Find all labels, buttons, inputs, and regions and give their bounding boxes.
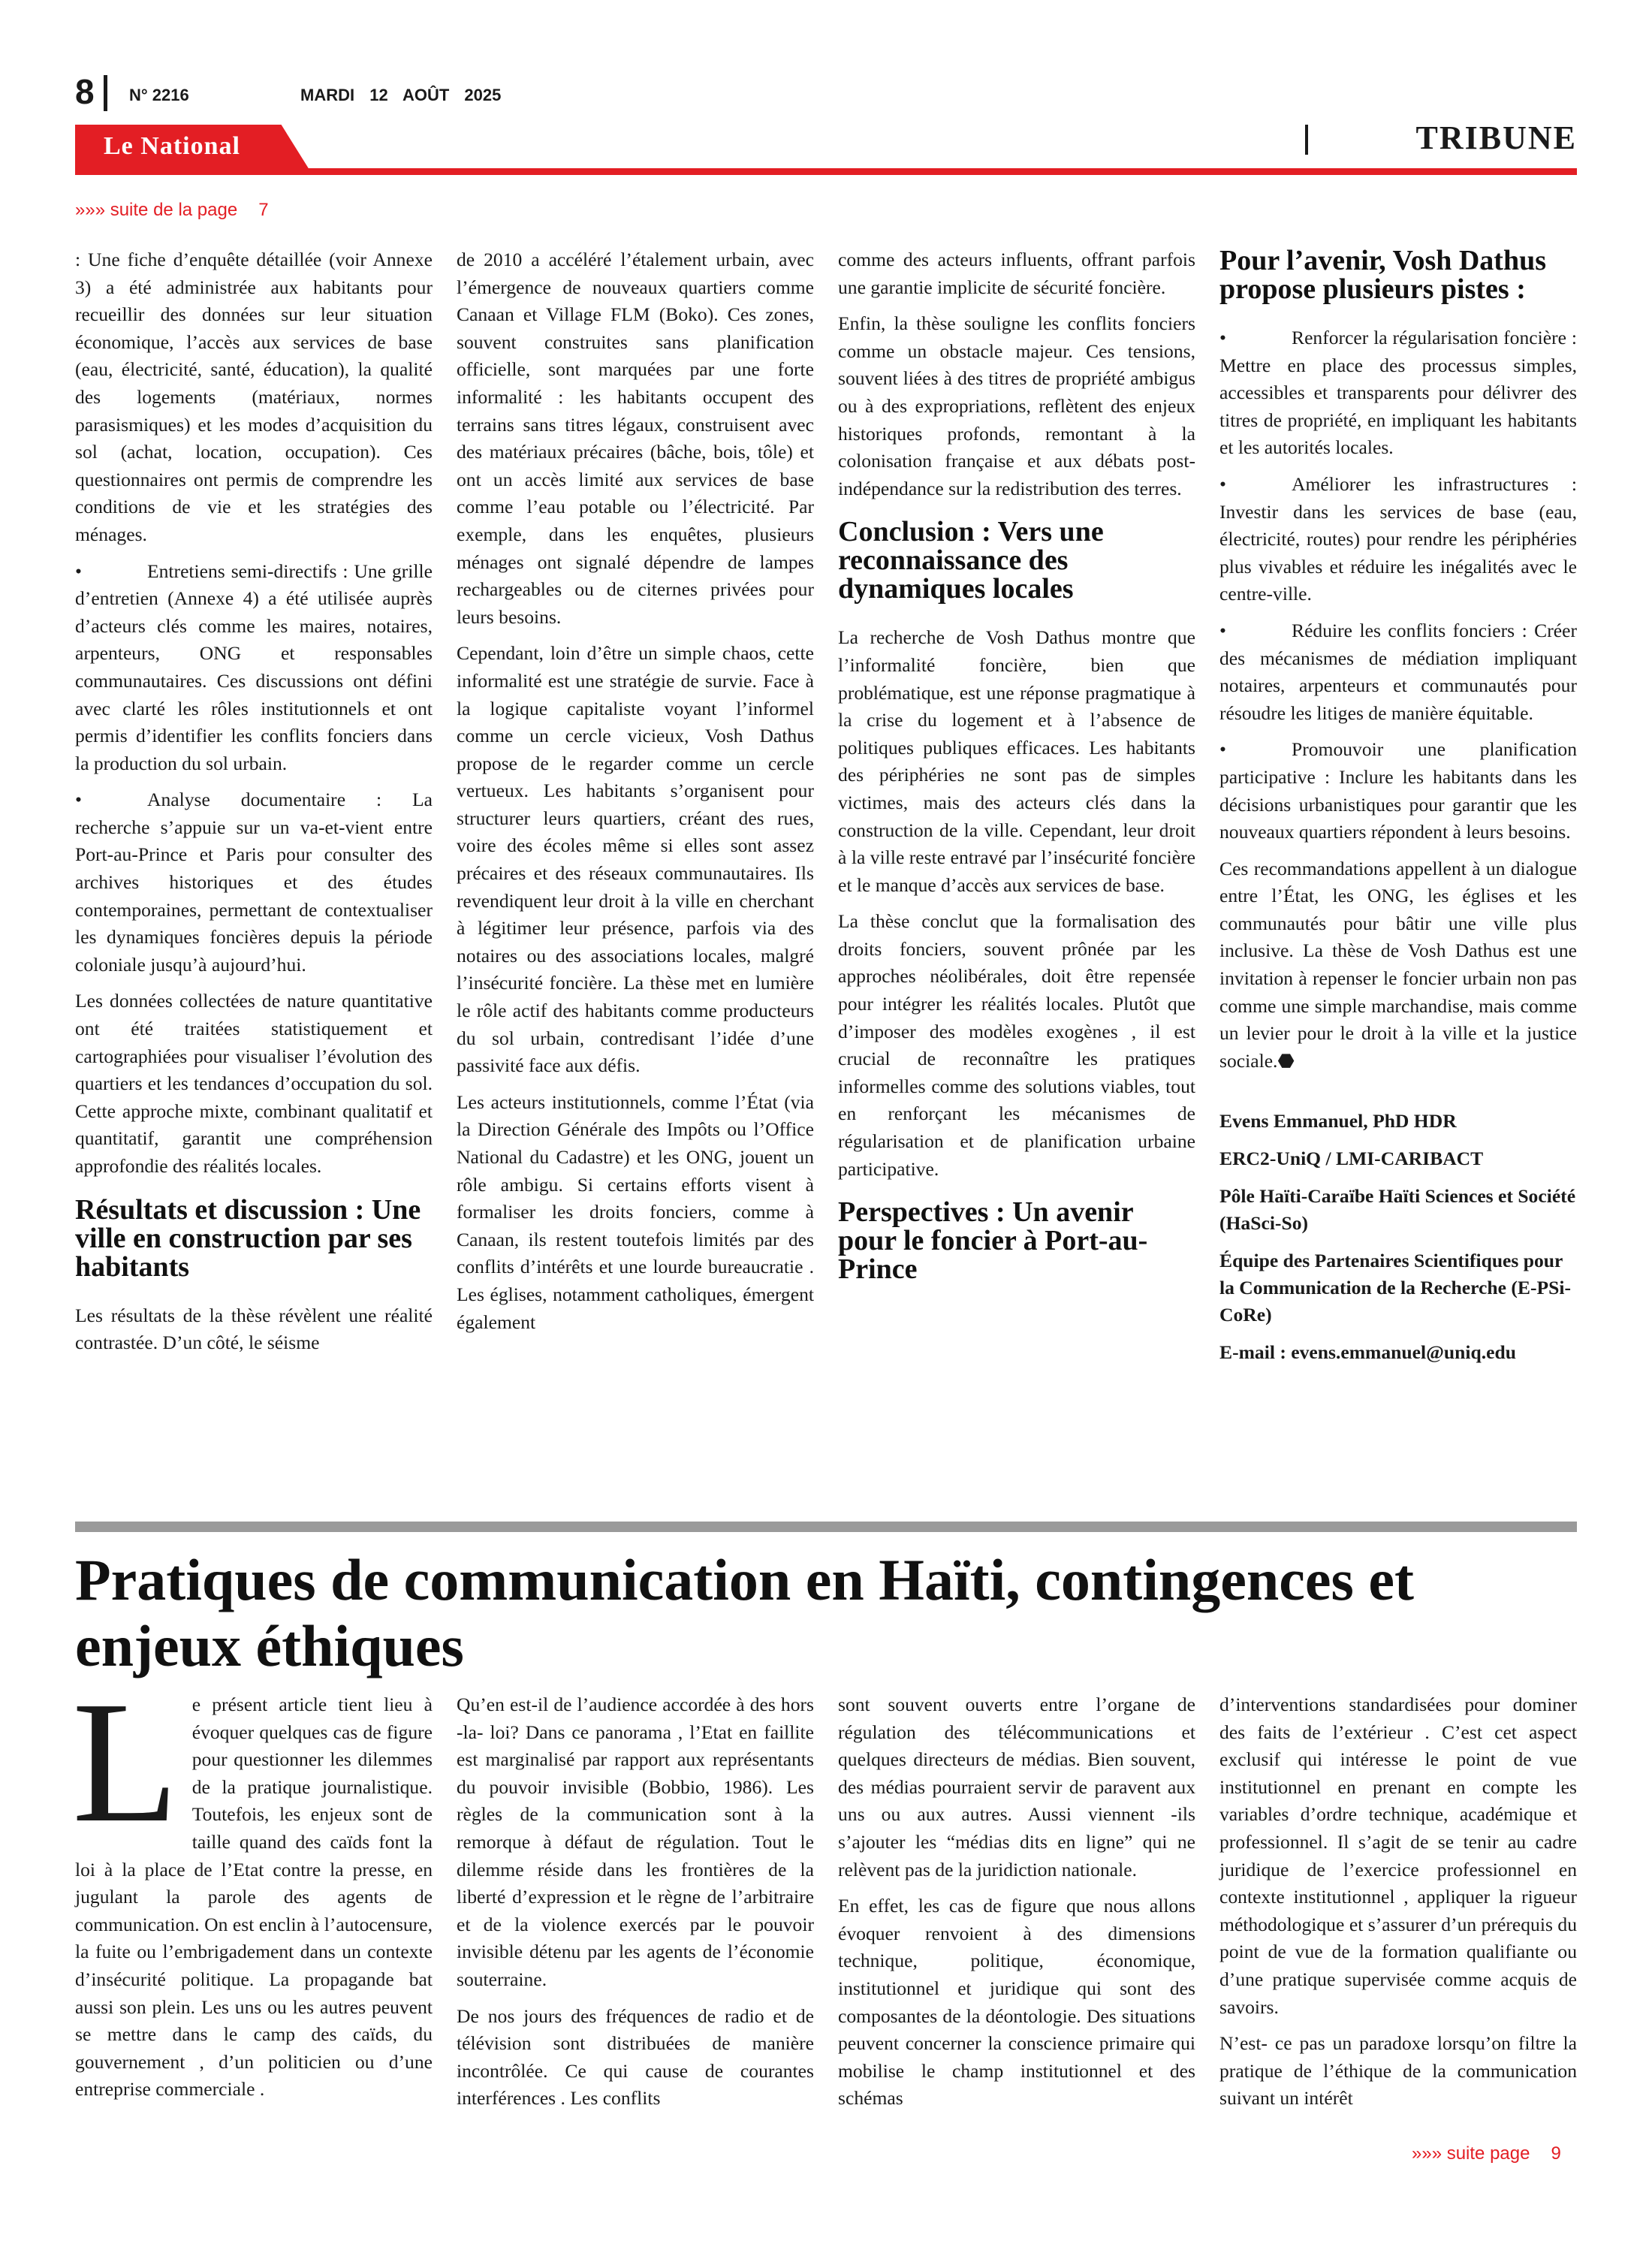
author-name: Evens Emmanuel, PhD HDR [1219,1110,1457,1133]
article2-column-2 [457,1691,814,2122]
continued-from-label: »»» suite de la page [75,200,238,220]
paragraph: Les résultats de la thèse révèlent une réalité contrastée. D’un côté, le séisme [75,1304,433,1354]
bullet-item: • Réduire les conflits fonciers : Créer des mécanismes de médiation impliquant notaires, arpenteurs et communautés pour résoudre les litiges de manière équitable. [1219,619,1577,724]
article1-column-1 [75,246,433,1366]
subheading: Pour l’avenir, Vosh Dathus propose plusieurs pistes : [1219,245,1547,305]
article1-column-3 [838,246,1195,1304]
continued-from-page: 7 [258,200,269,220]
continued-to [1412,2143,1561,2164]
paragraph: Enfin, la thèse souligne les conflits fonciers comme un obstacle majeur. Ces tensions, souvent liées à des titres de propriété ambigus ou à des expropriations, reflètent des enjeux historiques profonds, remontant à la colonisation française et aux débats post-indépendance sur la redistribution des terres. [838,312,1195,499]
paragraph: comme des acteurs influents, offrant parfois une garantie implicite de sécurité foncière. [838,249,1195,298]
paragraph: Les données collectées de nature quantitative ont été traitées statistiquement et cartographiées pour visualiser l’évolution des quartiers et les tendances d’occupation du sol. Cette approche mixte, combinant qualitatif et quantitatif, garantit une compréhension approfondie des réalités locales. [75,990,433,1177]
paragraph: La thèse conclut que la formalisation des droits fonciers, souvent prônée par les approches néolibérales, doit être repensée pour intégrer les réalités locales. Plutôt que d’imposer des modèles exogènes , il est crucial de reconnaître les pratiques informelles comme des solutions viables, tout en renforçant les mécanismes de régularisation et de planification urbaine participative. [838,910,1195,1180]
section-divider [1305,125,1308,155]
drop-cap: L [72,1666,179,1859]
bullet-item: • Entretiens semi-directifs : Une grille d’entretien (Annexe 4) a été utilisée auprès d’acteurs clés comme les maires, notaires, arpenteurs, ONG et responsables communautaires. Ces discussions ont défini avec clarté les rôles institutionnels et ont permis d’identifier les conflits fonciers dans la production du sol urbain. [75,559,433,774]
paragraph: Cependant, loin d’être un simple chaos, cette informalité est une stratégie de survie. Face à la logique capitaliste voyant l’informel comme un cercle vicieux, Vosh Dathus propose de le regarder comme un cercle vertueux. Les habitants s’organisent pour structurer leurs quartiers, créant des rues, voire des écoles même si elles sont assez précaires et des réseaux communautaires. Ils revendiquent leur droit à la ville en cherchant à légitimer leur présence, parfois via des notaires ou des associations locales, malgré l’insécurité foncière. La thèse met en lumière le rôle actif des habitants comme producteurs du sol urbain, contredisant l’idée d’une passivité face aux défis. [457,642,814,1077]
paragraph: d’interventions standardisées pour dominer des faits de l’extérieur . C’est cet aspect exclusif qui intéresse le point de vue institutionnel en prenant en compte les variables d’ordre technique, académique et professionnel. Il s’agit de se tenir au cadre juridique de l’exercice professionnel en contexte institutionnel , appliquer la rigueur méthodologique et s’assurer d’un prérequis du point de vue de la formation qualifiante ou d’une pratique supervisée comme acquis de savoirs. [1219,1694,1577,2018]
author-affiliation: Pôle Haïti-Caraïbe Haïti Sciences et Société (HaSci-So) [1219,1185,1576,1235]
article2-column-4 [1219,1691,1577,2122]
issue-date: MARDI 12 AOÛT 2025 [300,86,502,104]
continued-from [75,200,269,221]
paragraph: Ces recommandations appellent à un dialogue entre l’État, les ONG, les églises et les communautés pour bâtir une ville plus inclusive. La thèse de Vosh Dathus est une invitation à repenser le foncier urbain non pas comme une simple marchandise, mais comme un levier pour le droit à la ville et la justice sociale.⬣ [1219,857,1577,1072]
article2-column-3 [838,1691,1195,2122]
section-title: TRIBUNE [1415,119,1577,156]
author-email: E-mail : evens.emmanuel@uniq.edu [1219,1341,1516,1364]
subheading: Résultats et discussion : Une ville en construction par ses habitants [75,1193,421,1283]
author-affiliation: ERC2-UniQ / LMI-CARIBACT [1219,1148,1484,1170]
paragraph: En effet, les cas de figure que nous allons évoquer renvoient à des dimensions technique, politique, économique, institutionnel et juridique qui sont des composantes de la déontologie. Des situations peuvent concerner la conscience primaire qui mobilise le champ institutionnel et des schémas [838,1895,1195,2110]
subheading: Conclusion : Vers une reconnaissance des dynamiques locales [838,516,1104,605]
paragraph: N’est- ce pas un paradoxe lorsqu’on filtre la pratique de l’éthique de la communication suivant un intérêt [1219,2032,1577,2110]
continued-to-label: »»» suite page [1412,2143,1530,2164]
subheading: Perspectives : Un avenir pour le foncier à Port-au-Prince [838,1196,1148,1286]
bullet-item: • Améliorer les infrastructures : Investir dans les services de base (eau, électricité, routes) pour rendre les périphéries plus vivables et réduire les inégalités avec le centre-ville. [1219,472,1577,605]
continued-to-page: 9 [1551,2143,1561,2164]
paragraph: Qu’en est-il de l’audience accordée à des hors -la- loi? Dans ce panorama , l’Etat en faillite est marginalisé par rapport aux représentants du pouvoir invisible (Bobbio, 1986). Les règles de la communication sont à la remorque à défaut de régulation. Tout le dilemme réside dans les frontières de la liberté d’expression et le règne de l’arbitraire et de la violence exercés par le pouvoir invisible détenu par les agents de l’économie souterraine. [457,1694,814,1990]
brand-logo: Le National [104,132,240,160]
page-number: 8 [75,72,95,111]
paragraph: : Une fiche d’enquête détaillée (voir Annexe 3) a été administrée aux habitants pour recueillir des données sur leur situation économique, l’accès aux services de base (eau, électricité, santé, éducation), la qualité des logements (matériaux, normes parasismiques) et les modes d’acquisition du sol (achat, location, occupation). Ces questionnaires ont permis de comprendre les conditions de vie et les stratégies des ménages. [75,249,433,545]
bullet-item: • Promouvoir une planification participative : Inclure les habitants dans les décisions urbanistiques pour garantir que les nouveaux quartiers répondent à leurs besoins. [1219,738,1577,843]
paragraph: Les acteurs institutionnels, comme l’État (via la Direction Générale des Impôts ou l’Office National du Cadastre) et les ONG, jouent un rôle ambigu. Si certains efforts visent à formaliser les droits fonciers, comme à Canaan, ils restent toutefois limités par des conflits d’intérêts et une lourde bureaucratie . Les églises, notamment catholiques, émergent également [457,1090,814,1333]
paragraph: La recherche de Vosh Dathus montre que l’informalité foncière, bien que problématique, est une réponse pragmatique à la crise du logement et à l’absence de politiques publiques efficaces. Les habitants des périphéries ne sont pas de simples victimes, mais des acteurs clés dans la construction de la ville. Cependant, leur droit à la ville reste entravé par l’insécurité foncière et le manque d’accès aux services de base. [838,626,1195,896]
paragraph: Le présent article tient lieu à évoquer quelques cas de figure pour questionner les dilemmes de la pratique journalistique. Toutefois, les enjeux sont de taille quand des caïds font la loi à la place de l’Etat contre la presse, en jugulant la parole des agents de communication. On est enclin à l’autocensure, la fuite ou l’embrigadement dans un contexte d’insécurité politique. La propagande bat aussi son plein. Les uns ou les autres peuvent se mettre dans le camp des caïds, du gouvernement , d’un politicien ou d’une entreprise commerciale . [72,1666,433,2101]
page-number-divider [104,75,107,111]
issue-number: N° 2216 [129,86,189,104]
article-title: Pratiques de communication en Haïti, contingences et enjeux éthiques [75,1547,1414,1678]
bullet-item: • Renforcer la régularisation foncière : Mettre en place des processus simples, accessibles et transparents pour délivrer des titres de propriété, en impliquant les habitants et les autorités locales. [1219,327,1577,459]
article-divider [75,1522,1577,1532]
article1-column-4 [1219,246,1577,1377]
end-mark-icon: ⬣ [1277,1049,1295,1072]
paragraph: de 2010 a accéléré l’étalement urbain, avec l’émergence de nouveaux quartiers comme Canaan et Village FLM (Boko). Ces zones, souvent construites sans planification officielle, sont marquées par une forte informalité : les habitants occupent des terrains sans titres légaux, construisent avec des matériaux précaires (bâche, bois, tôle) et ont un accès limité aux services de base comme l’eau potable ou l’électricité. Par exemple, dans les enquêtes, plusieurs ménages ont signalé dépendre de lampes rechargeables ou de citernes privées pour leurs besoins. [457,249,814,628]
author-affiliation: Équipe des Partenaires Scientifiques pour la Communication de la Recherche (E-PSi-CoRe) [1219,1250,1571,1326]
author-signature [1219,1108,1577,1366]
paragraph: De nos jours des fréquences de radio et de télévision sont distribuées de manière incontrôlée. Ce qui cause de courantes interférences . Les conflits [457,2004,814,2110]
bullet-item: • Analyse documentaire : La recherche s’appuie sur un va-et-vient entre Port-au-Prince et Paris pour consulter des archives historiques et des études contemporaines, permettant de contextualiser les dynamiques foncières depuis la période coloniale jusqu’à aujourd’hui. [75,789,433,976]
article1-column-2 [457,246,814,1345]
article2-column-1 [72,1666,433,2113]
paragraph: sont souvent ouverts entre l’organe de régulation des télécommunications et quelques directeurs de médias. Bien souvent, des médias pourraient servir de paravent aux uns ou aux autres. Aussi viennent -ils s’ajouter les “médias dits en ligne” qui ne relèvent pas de la juridiction nationale. [838,1694,1195,1881]
